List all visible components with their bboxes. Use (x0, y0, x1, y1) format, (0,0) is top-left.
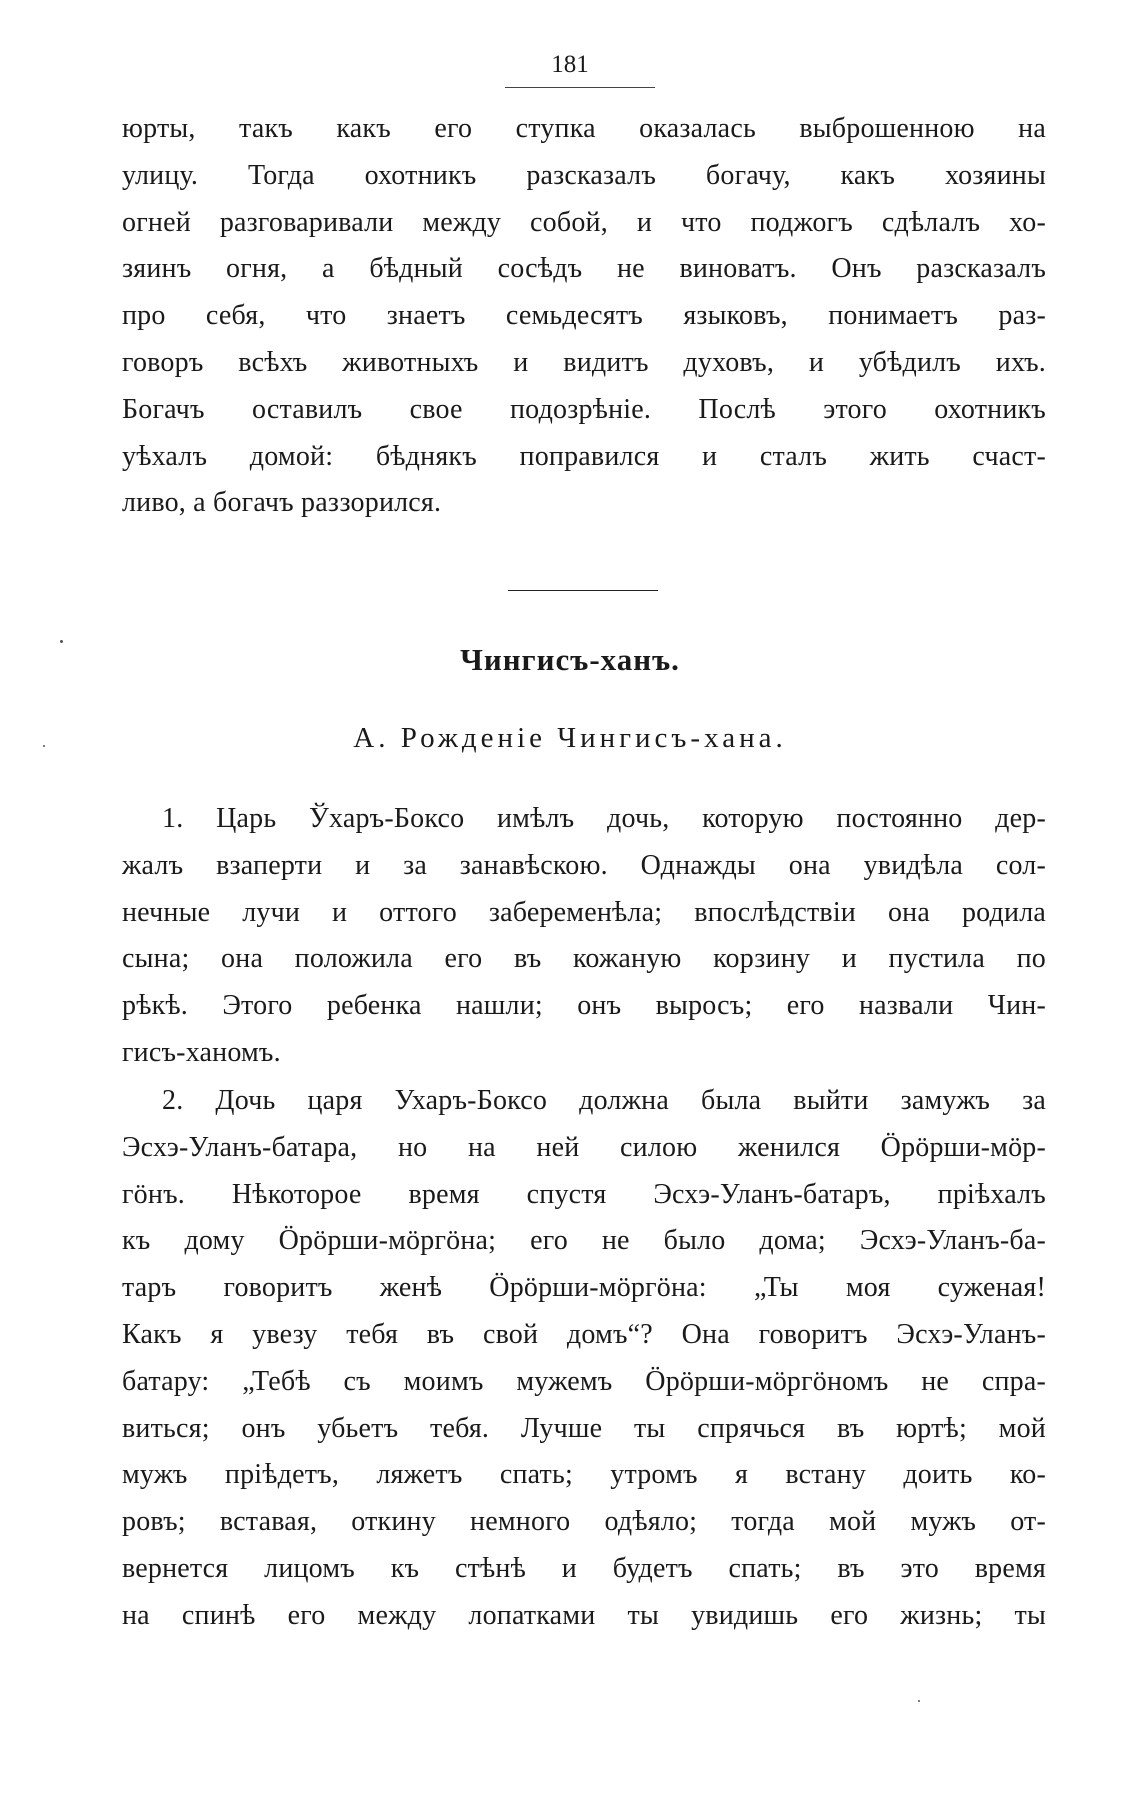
text-line: 2. Дочь царя Ухаръ-Боксо должна была выйти замужъ за (162, 1085, 1046, 1116)
text-line: виться; онъ убьетъ тебя. Лучше ты спрячься въ юртѣ; мой (122, 1412, 1046, 1444)
top-paragraph (122, 106, 1046, 527)
paragraph-2 (122, 1078, 1046, 1640)
text-line: Какъ я увезу тебя въ свой домъ“? Она говоритъ Эсхэ-Уланъ- (122, 1318, 1046, 1350)
scan-speck (60, 640, 63, 643)
text-line: гисъ-ханомъ. (122, 1036, 281, 1068)
text-line: улицу. Тогда охотникъ разсказалъ богачу, какъ хозяины (122, 159, 1046, 191)
subsection-title: А. Рожденіе Чингисъ-хана. (353, 722, 787, 754)
text-line: рѣкѣ. Этого ребенка нашли; онъ выросъ; его назвали Чин- (122, 990, 1046, 1022)
text-line: огней разговаривали между собой, и что поджогъ сдѣлалъ хо- (122, 206, 1046, 238)
text-line: сына; она положила его въ кожаную корзину и пустила по (122, 943, 1046, 975)
text-line: таръ говоритъ женѣ Ӧрӧрши-мӧргӧна: „Ты моя суженая! (122, 1272, 1046, 1304)
text-line: гӧнъ. Нѣкоторое время спустя Эсхэ-Уланъ-батаръ, пріѣхалъ (122, 1178, 1046, 1210)
text-line: зяинъ огня, а бѣдный сосѣдъ не виноватъ. Онъ разсказалъ (122, 253, 1046, 285)
header-rule (505, 87, 655, 88)
section-title: Чингисъ-ханъ. (460, 642, 680, 677)
text-line: уѣхалъ домой: бѣднякъ поправился и сталъ жить счаст- (122, 440, 1046, 472)
text-line: къ дому Ӧрӧрши-мӧргӧна; его не было дома; Эсхэ-Уланъ-ба- (122, 1225, 1046, 1257)
text-line: про себя, что знаетъ семьдесятъ языковъ, понимаетъ раз- (122, 300, 1046, 332)
page-number: 181 (551, 51, 589, 78)
text-line: батару: „Тебѣ съ моимъ мужемъ Ӧрӧрши-мӧргӧномъ не спра- (122, 1365, 1046, 1397)
text-line: ливо, а богачъ раззорился. (122, 487, 442, 519)
text-line: на спинѣ его между лопатками ты увидишь его жизнь; ты (122, 1599, 1046, 1631)
text-line: 1. Царь Ўхаръ-Боксо имѣлъ дочь, которую постоянно дер- (162, 803, 1046, 834)
scan-speck (43, 745, 45, 747)
paragraph-1 (122, 796, 1046, 1077)
text-line: юрты, такъ какъ его ступка оказалась выброшенною на (122, 113, 1046, 144)
text-line: мужъ пріѣдетъ, ляжетъ спать; утромъ я встану доить ко- (122, 1459, 1046, 1491)
text-line: говоръ всѣхъ животныхъ и видитъ духовъ, и убѣдилъ ихъ. (122, 346, 1046, 378)
text-line: жалъ взаперти и за занавѣскою. Однажды она увидѣла сол- (122, 849, 1046, 881)
text-line: Богачъ оставилъ свое подозрѣніе. Послѣ этого охотникъ (122, 393, 1046, 425)
text-line: нечные лучи и оттого забеременѣла; впослѣдствіи она родила (122, 896, 1046, 928)
section-separator (508, 590, 658, 591)
text-line: Эсхэ-Уланъ-батара, но на ней силою женился Ӧрӧрши-мӧр- (122, 1131, 1046, 1163)
text-line: вернется лицомъ къ стѣнѣ и будетъ спать; въ это время (122, 1552, 1046, 1584)
scan-speck (918, 1700, 920, 1702)
text-line: ровъ; вставая, откину немного одѣяло; тогда мой мужъ от- (122, 1506, 1046, 1538)
